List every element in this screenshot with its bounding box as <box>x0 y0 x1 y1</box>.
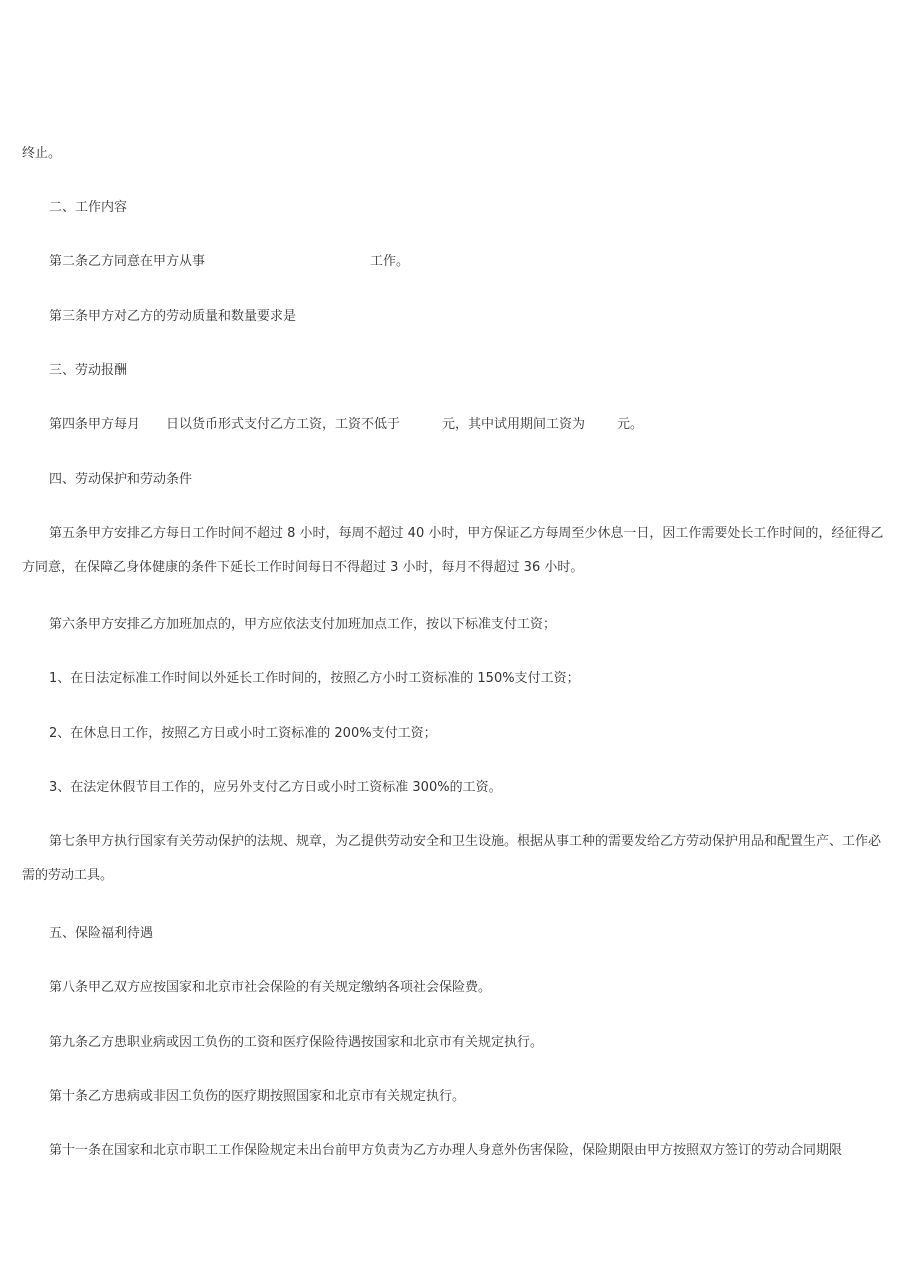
article-4-part-3: 元，其中试用期间工资为 <box>442 417 586 432</box>
article-2 <box>49 253 409 271</box>
article-4 <box>49 416 643 434</box>
paragraph-end-fragment: 终止。 <box>22 146 62 161</box>
article-11: 第十一条在国家和北京市职工工作保险规定未出台前甲方负责为乙方办理人身意外伤害保险，保险期限由甲方按照双方签订的劳动合同期限 <box>49 1143 843 1158</box>
article-4-part-2: 日以货币形式支付乙方工资，工资不低于 <box>166 417 401 432</box>
article-3: 第三条甲方对乙方的劳动质量和数量要求是 <box>49 309 297 324</box>
article-8: 第八条甲乙双方应按国家和北京市社会保险的有关规定缴纳各项社会保险费。 <box>49 980 492 995</box>
article-9: 第九条乙方患职业病或因工负伤的工资和医疗保险待遇按国家和北京市有关规定执行。 <box>49 1035 544 1050</box>
article-6-item-3: 3、在法定休假节目工作的，应另外支付乙方日或小时工资标准 300%的工资。 <box>49 780 502 795</box>
article-6-item-2: 2、在休息日工作，按照乙方日或小时工资标准的 200%支付工资； <box>49 726 437 741</box>
article-7: 第七条甲方执行国家有关劳动保护的法规、规章，为乙提供劳动安全和卫生设施。根据从事工种的需要发给乙方劳动保护用品和配置生产、工作必需的劳动工具。 <box>22 834 882 883</box>
section-heading-labor-protection: 四、劳动保护和劳动条件 <box>49 472 193 487</box>
article-2-text-after: 工作。 <box>370 254 410 269</box>
article-4-part-1: 第四条甲方每月 <box>49 417 141 432</box>
article-6: 第六条甲方安排乙方加班加点的，甲方应依法支付加班加点工作，按以下标准支付工资； <box>49 617 557 632</box>
section-heading-work-content: 二、工作内容 <box>49 200 128 215</box>
article-2-text-before: 第二条乙方同意在甲方从事 <box>49 254 206 269</box>
section-heading-remuneration: 三、劳动报酬 <box>49 363 128 378</box>
article-10: 第十条乙方患病或非因工负伤的医疗期按照国家和北京市有关规定执行。 <box>49 1089 466 1104</box>
article-5: 第五条甲方安排乙方每日工作时间不超过 8 小时，每周不超过 40 小时，甲方保证乙方每周至少休息一日，因工作需要处长工作时间的，经征得乙方同意，在保障乙身体健康的条件下延长工作时间每日不得超过 3 小时，每月不得超过 36 小时。 <box>22 526 884 575</box>
article-6-item-1: 1、在日法定标准工作时间以外延长工作时间的，按照乙方小时工资标准的 150%支付工资； <box>49 671 580 686</box>
section-heading-insurance: 五、保险福利待遇 <box>49 926 154 941</box>
article-4-part-4: 元。 <box>617 417 644 432</box>
